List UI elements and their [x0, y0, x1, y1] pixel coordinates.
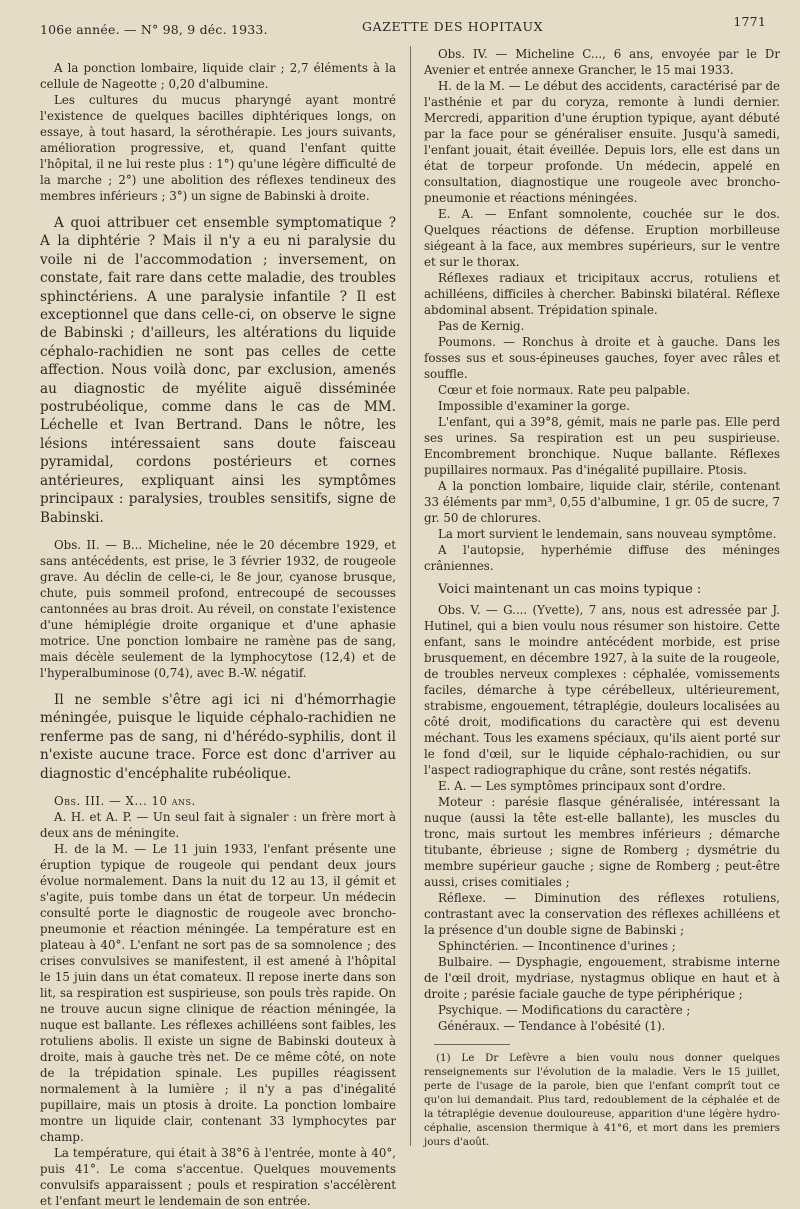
right-column: [424, 46, 780, 1149]
page-header: [40, 14, 766, 40]
paragraph: Poumons. — Ronchus à droite et à gauche. Dans les fosses sus et sous-épineuses gauches, foyer avec râles et souffle.: [424, 335, 780, 381]
paragraph: H. de la M. — Le 11 juin 1933, l'enfant présente une éruption typique de rougeole qui pendant deux jours évolue normalement. Dans la nuit du 12 au 13, il gémit et s'agite, puis tombe dans un état de torpeur. Un médecin consulté porte le diagnostic de rougeole avec broncho-pneumonie et réaction méningée. La température est en plateau à 40°. L'enfant ne sort pas de sa somnolence ; des crises convulsives se manifestent, il est amené à l'hôpital le 15 juin dans un état comateux. Il repose inerte dans son lit, sa respiration est suspirieuse, son pouls très rapide. On ne trouve aucun signe clinique de réaction méningée, la nuque est ballante. Les réflexes achilléens sont faibles, les rotuliens abolis. Il existe un signe de Babinski douteux à droite, mais à gauche très net. De ce même côté, on note de la trépidation spinale. Les pupilles réagissent normalement à la lumière ; il n'y a pas d'inégalité pupillaire, mais un ptosis à droite. La ponction lombaire montre un liquide clair, contenant 33 lymphocytes par champ.: [40, 841, 396, 1144]
header-journal-title: GAZETTE DES HOPITAUX: [362, 19, 544, 34]
header-page-number: 1771: [733, 14, 766, 29]
paragraph: Les cultures du mucus pharyngé ayant montré l'existence de quelques bacilles diphtériques longs, on essaye, à tout hasard, la sérothérapie. Les jours suivants, amélioration progressive, et, quand l'enfant quitte l'hôpital, il ne lui reste plus : 1°) qu'une légère difficulté de la marche ; 2°) une abolition des réflexes tendineux des membres inférieurs ; 3°) un signe de Babinski à droite.: [40, 93, 396, 203]
paragraph: La température, qui était à 38°6 à l'entrée, monte à 40°, puis 41°. Le coma s'accentue. Quelques mouvements convulsifs apparaissent ; pouls et respiration s'accélèrent et l'enfant meurt le lendemain de son entrée.: [40, 1145, 396, 1208]
paragraph: Cœur et foie normaux. Rate peu palpable.: [438, 383, 690, 397]
left-column: [40, 60, 396, 1209]
obs-3-heading: Obs. III. — X... 10 ans.: [54, 793, 196, 808]
paragraph-discussion: A quoi attribuer cet ensemble symptomatique ? A la diphtérie ? Mais il n'y a eu ni paralysie du voile ni de l'accommodation ; inversement, on constate, fait rare dans cette maladie, des troubles sphinctériens. A une paralysie infantile ? Il est exceptionnel que dans celle-ci, on observe le signe de Babinski ; d'ailleurs, les altérations du liquide céphalo-rachidien ne sont pas celles de cette affection. Nous voilà donc, par exclusion, amenés au diagnostic de myélite aiguë disséminée postrubéolique, comme dans le cas de MM. Léchelle et Ivan Bertrand. Dans le nôtre, les lésions intéressaient sans doute faisceau pyramidal, cordons postérieurs et cornes antérieures, expliquant ainsi les symptômes principaux : paralysies, troubles sensitifs, signe de Babinski.: [40, 215, 396, 526]
paragraph-obs-5: Obs. V. — G.... (Yvette), 7 ans, nous est adressée par J. Hutinel, qui a bien voulu nous résumer son histoire. Cette enfant, sans le moindre antécédent morbide, est prise brusquement, en décembre 1927, à la suite de la rougeole, de troubles nerveux complexes : céphalée, vomissements faciles, démarche à type cérébelleux, ultérieurement, strabisme, engouement, tétraplégie, douleurs localisées au côté droit, modifications du caractère qui est devenu méchant. Tous les examens spéciaux, qu'ils aient porté sur le fond d'œil, sur le liquide céphalo-rachidien, ou sur l'aspect radiographique du crâne, sont restés négatifs.: [424, 603, 780, 777]
paragraph: A l'autopsie, hyperhémie diffuse des méninges crâniennes.: [424, 543, 780, 573]
paragraph: Réflexes radiaux et tricipitaux accrus, rotuliens et achilléens, difficiles à chercher. Babinski bilatéral. Réflexe abdominal absent. Trépidation spinale.: [424, 271, 780, 317]
paragraph: A. H. et A. P. — Un seul fait à signaler : un frère mort à deux ans de méningite.: [40, 809, 396, 840]
paragraph: Bulbaire. — Dysphagie, engouement, strabisme interne de l'œil droit, mydriase, nystagmus oblique en haut et à droite ; parésie faciale gauche de type périphérique ;: [424, 955, 780, 1001]
paragraph: Sphinctérien. — Incontinence d'urines ;: [438, 939, 676, 953]
paragraph: Pas de Kernig.: [438, 319, 525, 333]
paragraph: Psychique. — Modifications du caractère ;: [438, 1003, 691, 1017]
paragraph: A la ponction lombaire, liquide clair ; 2,7 éléments à la cellule de Nageotte ; 0,20 d'albumine.: [40, 61, 396, 91]
paragraph-obs-4: Obs. IV. — Micheline C..., 6 ans, envoyée par le Dr Avenier et entrée annexe Grancher, le 15 mai 1933.: [424, 47, 780, 77]
paragraph: Généraux. — Tendance à l'obésité (1).: [438, 1019, 666, 1033]
paragraph: E. A. — Enfant somnolente, couchée sur le dos. Quelques réactions de défense. Eruption morbilleuse siégeant à la face, aux membres supérieurs, sur le ventre et sur le thorax.: [424, 207, 780, 269]
paragraph: E. A. — Les symptômes principaux sont d'ordre.: [438, 779, 726, 793]
paragraph: Moteur : parésie flasque généralisée, intéressant la nuque (aussi la tête est-elle ballante), les muscles du tronc, mais surtout les membres inférieurs ; démarche titubante, ébrieuse ; signe de Romberg ; dysmétrie du membre supérieur gauche ; signe de Romberg ; peut-être aussi, crises comitiales ;: [424, 795, 780, 889]
paragraph: A la ponction lombaire, liquide clair, stérile, contenant 33 éléments par mm³, 0,55 d'albumine, 1 gr. 05 de sucre, 7 gr. 50 de chlorures.: [424, 479, 780, 525]
paragraph-discussion: Il ne semble s'être agi ici ni d'hémorrhagie méningée, puisque le liquide céphalo-rachidien ne renferme pas de sang, ni d'hérédo-syphilis, dont il n'existe aucune trace. Force est donc d'arriver au diagnostic d'encéphalite rubéolique.: [40, 691, 396, 782]
paragraph-obs-2: Obs. II. — B... Micheline, née le 20 décembre 1929, et sans antécédents, est prise, le 3 février 1932, de rougeole grave. Au déclin de celle-ci, le 8e jour, cyanose brusque, chute, puis sommeil profond, entrecoupé de secousses cantonnées au bras droit. Au réveil, on constate l'existence d'une hémiplégie droite organique et d'une aphasie motrice. Une ponction lombaire ne ramène pas de sang, mais décèle seulement de la lymphocytose (12,4) et de l'hyperalbuminose (0,74), avec B.-W. négatif.: [40, 537, 396, 680]
paragraph: Impossible d'examiner la gorge.: [438, 399, 630, 413]
column-divider: [410, 46, 411, 1146]
header-year: 106e année.: [40, 22, 120, 37]
footnote-rule: [434, 1044, 510, 1045]
paragraph: H. de la M. — Le début des accidents, caractérisé par de l'asthénie et par du coryza, remonte à lundi dernier. Mercredi, apparition d'une éruption typique, ayant débuté par la face pour se généraliser ensuite. Jusqu'à samedi, l'enfant jouait, était éveillée. Depuis lors, elle est dans un état de torpeur profonde. Un médecin, appelé en consultation, diagnostique une rougeole avec broncho-pneumonie et réactions méningées.: [424, 79, 780, 205]
header-issue-number: — N° 98, 9 déc. 1933.: [123, 22, 268, 37]
footnote: (1) Le Dr Lefèvre a bien voulu nous donner quelques renseignements sur l'évolution de la maladie. Vers le 15 juillet, perte de l'usage de la parole, bien que l'enfant comprît tout ce qu'on lui demandait. Plus tard, redoublement de la céphalée et de la tétraplégie devenue douloureuse, apparition d'une légère hydro-céphalie, ascension thermique à 41°6, et mort dans les premiers jours d'août.: [424, 1052, 780, 1148]
paragraph: L'enfant, qui a 39°8, gémit, mais ne parle pas. Elle perd ses urines. Sa respiration est un peu suspirieuse. Encombrement bronchique. Nuque ballante. Réflexes pupillaires normaux. Pas d'inégalité pupillaire. Ptosis.: [424, 415, 780, 477]
section-heading: Voici maintenant un cas moins typique :: [438, 582, 702, 597]
paragraph: La mort survient le lendemain, sans nouveau symptôme.: [438, 527, 777, 541]
paragraph: Réflexe. — Diminution des réflexes rotuliens, contrastant avec la conservation des réflexes achilléens et la présence d'un double signe de Babinski ;: [424, 891, 780, 937]
header-issue: [40, 22, 268, 37]
